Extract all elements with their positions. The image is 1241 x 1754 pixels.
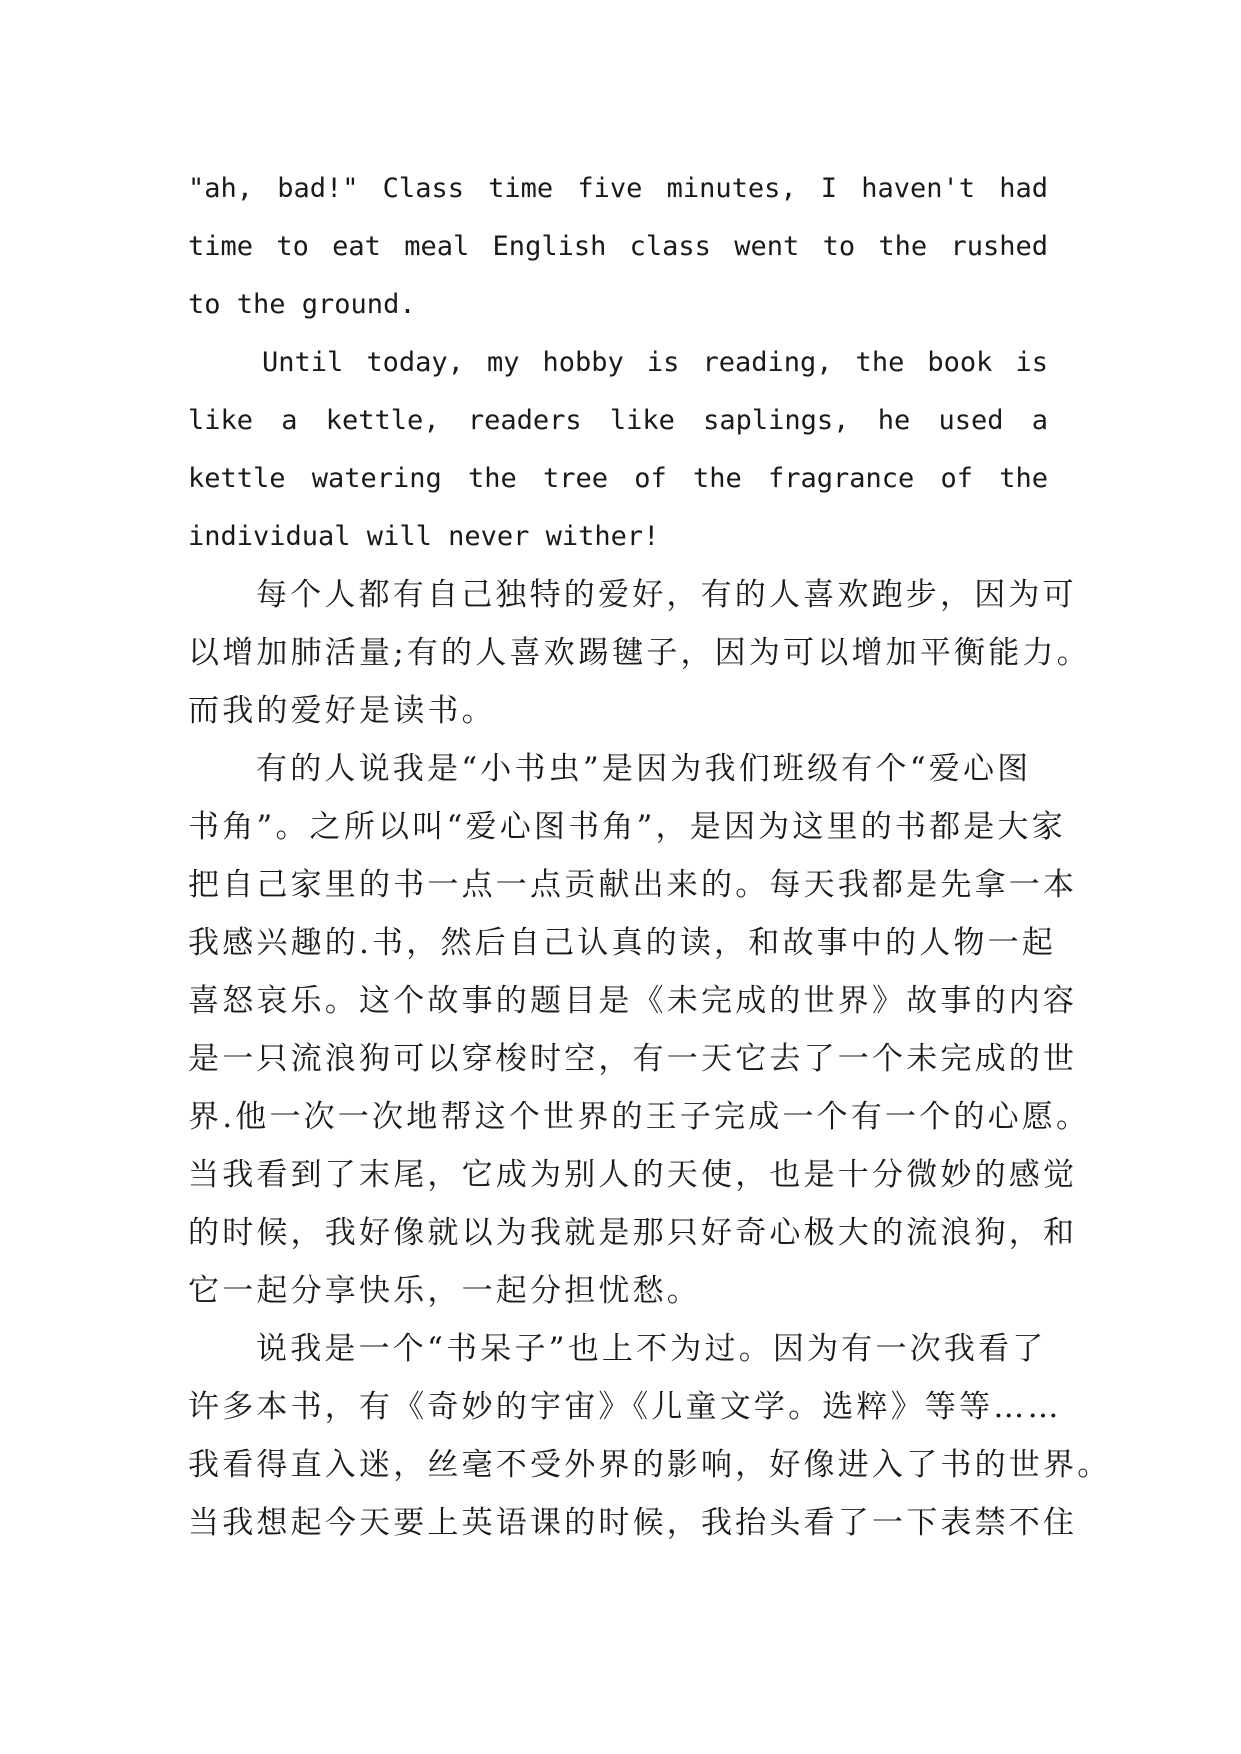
text-line: "ah, bad!" Class time five minutes, I haven't had bbox=[188, 173, 1048, 204]
body-text bbox=[188, 160, 1112, 1552]
text-line: kettle watering the tree of the fragrance of the bbox=[188, 463, 1048, 494]
text-line: 我看得直入迷，丝毫不受外界的影响，好像进入了书的世界。 bbox=[188, 1447, 1112, 1483]
text-line: Until today, my hobby is reading, the book is bbox=[262, 347, 1048, 378]
text-line: 当我看到了末尾，它成为别人的天使，也是十分微妙的感觉 bbox=[188, 1157, 1078, 1193]
paragraph-chinese-1 bbox=[188, 566, 1091, 740]
paragraph-english-2 bbox=[188, 334, 1048, 566]
text-line: 我感兴趣的.书，然后自己认真的读，和故事中的人物一起 bbox=[188, 925, 1057, 961]
text-line: like a kettle, readers like saplings, he used a bbox=[188, 405, 1048, 436]
text-line: individual will never wither! bbox=[188, 521, 660, 552]
text-line: 的时候，我好像就以为我就是那只好奇心极大的流浪狗，和 bbox=[188, 1215, 1078, 1251]
text-line: 每个人都有自己独特的爱好，有的人喜欢跑步，因为可 bbox=[256, 577, 1077, 613]
paragraph-chinese-2 bbox=[188, 740, 1091, 1320]
text-line: 当我想起今天要上英语课的时候，我抬头看了一下表禁不住 bbox=[188, 1505, 1078, 1541]
text-line: to the ground. bbox=[188, 289, 416, 320]
text-line: 有的人说我是“小书虫”是因为我们班级有个“爱心图 bbox=[256, 751, 1032, 787]
text-line: 喜怒哀乐。这个故事的题目是《未完成的世界》故事的内容 bbox=[188, 983, 1078, 1019]
text-line: 是一只流浪狗可以穿梭时空，有一天它去了一个未完成的世 bbox=[188, 1041, 1078, 1077]
text-line: 说我是一个“书呆子”也上不为过。因为有一次我看了 bbox=[256, 1331, 1047, 1367]
paragraph-chinese-3 bbox=[188, 1320, 1112, 1552]
text-line: 它一起分享快乐，一起分担忧愁。 bbox=[188, 1273, 701, 1309]
paragraph-english-1 bbox=[188, 160, 1048, 334]
text-line: 界.他一次一次地帮这个世界的王子完成一个有一个的心愿。 bbox=[188, 1099, 1091, 1135]
text-line: 把自己家里的书一点一点贡献出来的。每天我都是先拿一本 bbox=[188, 867, 1078, 903]
text-line: 书角”。之所以叫“爱心图书角”，是因为这里的书都是大家 bbox=[188, 809, 1066, 845]
text-line: 而我的爱好是读书。 bbox=[188, 693, 496, 729]
text-line: 许多本书，有《奇妙的宇宙》《儿童文学。选粹》等等…… bbox=[188, 1389, 1062, 1425]
text-line: time to eat meal English class went to the rushed bbox=[188, 231, 1048, 262]
text-line: 以增加肺活量;有的人喜欢踢毽子，因为可以增加平衡能力。 bbox=[188, 635, 1091, 671]
